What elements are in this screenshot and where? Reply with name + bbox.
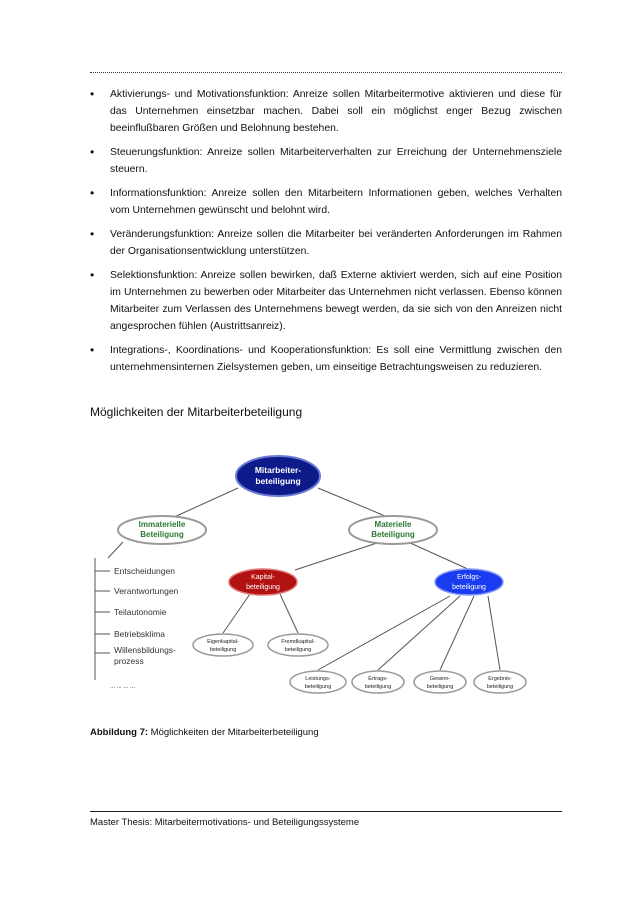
list-item bbox=[90, 185, 562, 219]
item-ellipsis: ... ... ... ... bbox=[110, 684, 136, 690]
debt-label-2: beteiligung bbox=[284, 647, 312, 653]
result-label-2: beteiligung bbox=[486, 684, 514, 690]
profit-label-2: beteiligung bbox=[426, 684, 454, 690]
yield-label-2: beteiligung bbox=[364, 684, 392, 690]
capital-label-1: Kapital- bbox=[251, 574, 275, 581]
item-verantwortungen: Verantwortungen bbox=[114, 586, 179, 596]
incentive-functions-list bbox=[90, 86, 562, 383]
equity-label-1: Eigenkapital- bbox=[207, 639, 239, 645]
immaterial-label-2: Beteiligung bbox=[140, 530, 184, 539]
list-item-text: Informationsfunktion: Anreize sollen den Mitarbeitern Informationen geben, welches Verhalten vom Unternehmen gewünscht und belohnt wird. bbox=[110, 188, 562, 216]
bullet-icon: • bbox=[90, 186, 95, 200]
bullet-icon: • bbox=[90, 227, 95, 241]
yield-label-1: Ertrags- bbox=[368, 676, 388, 682]
bullet-icon: • bbox=[90, 87, 95, 101]
profit-label-1: Gewinn- bbox=[429, 676, 451, 682]
debt-node bbox=[268, 634, 328, 656]
item-teilautonomie: Teilautonomie bbox=[114, 607, 167, 617]
success-label-1: Erfolgs- bbox=[456, 574, 482, 581]
bullet-icon: • bbox=[90, 268, 95, 282]
list-item bbox=[90, 267, 562, 335]
item-betriebsklima: Betriebsklima bbox=[114, 629, 166, 639]
yield-node bbox=[352, 671, 404, 693]
capital-node bbox=[229, 569, 297, 595]
figure-caption bbox=[90, 727, 319, 738]
material-label-1: Materielle bbox=[374, 520, 412, 529]
equity-node bbox=[193, 634, 253, 656]
bullet-icon: • bbox=[90, 145, 95, 159]
immaterial-items bbox=[110, 566, 179, 690]
immaterial-ticks bbox=[95, 571, 110, 653]
performance-label-1: Leistungs- bbox=[305, 676, 331, 682]
list-item bbox=[90, 342, 562, 376]
root-node bbox=[236, 456, 320, 496]
item-willensbildungs: Willensbildungs- bbox=[114, 645, 176, 655]
immaterial-node bbox=[118, 516, 206, 544]
item-entscheidungen: Entscheidungen bbox=[114, 566, 175, 576]
performance-node bbox=[290, 671, 346, 693]
caption-text: Möglichkeiten der Mitarbeiterbeteiligung bbox=[148, 727, 319, 738]
list-item-text: Aktivierungs- und Motivationsfunktion: Anreize sollen Mitarbeitermotive aktivieren und diese für das Unternehmen einsetzbar machen. Dabei soll ein möglichst enger Bezug zwischen beeinflußbaren Größen und Belohnung bestehen. bbox=[110, 89, 562, 134]
page-footer: Master Thesis: Mitarbeitermotivations- und Beteiligungssysteme bbox=[90, 817, 360, 828]
bullet-icon: • bbox=[90, 343, 95, 357]
section-heading: Möglichkeiten der Mitarbeiterbeteiligung bbox=[90, 405, 303, 419]
participation-diagram bbox=[90, 448, 570, 698]
immaterial-label-1: Immaterielle bbox=[138, 520, 186, 529]
equity-label-2: beteiligung bbox=[209, 647, 237, 653]
caption-label: Abbildung 7: bbox=[90, 727, 149, 738]
list-item-text: Steuerungsfunktion: Anreize sollen Mitarbeiterverhalten zur Erreichung der Unternehmensziele steuern. bbox=[110, 147, 562, 175]
material-label-2: Beteiligung bbox=[371, 530, 415, 539]
list-item-text: Integrations-, Koordinations- und Kooperationsfunktion: Es soll eine Vermittlung zwischen den unternehmensinternen Zielsystemen geben, um einseitige Betrachtungsweisen zu reduzieren. bbox=[110, 345, 562, 373]
material-node bbox=[349, 516, 437, 544]
performance-label-2: beteiligung bbox=[304, 684, 332, 690]
success-label-2: beteiligung bbox=[452, 584, 486, 591]
capital-label-2: beteiligung bbox=[246, 584, 280, 591]
list-item-text: Veränderungsfunktion: Anreize sollen die Mitarbeiter bei veränderten Anforderungen im Rahmen der Organisationsentwicklung unterstützen. bbox=[110, 229, 562, 257]
footer-divider bbox=[90, 811, 562, 812]
list-item bbox=[90, 86, 562, 137]
list-item-text: Selektionsfunktion: Anreize sollen bewirken, daß Externe aktiviert werden, sich auf eine Position im Unternehmen zu bewerben oder Mitarbeiter das Unternehmen nicht verlassen. Ebenso können Mitarbeiter zum Verlassen des Unternehmens bewegt werden, da sie sich von den Anreizen nicht angesprochen fühlen (Austrittsanreiz). bbox=[110, 270, 562, 332]
success-node bbox=[435, 569, 503, 595]
list-item bbox=[90, 226, 562, 260]
list-item bbox=[90, 144, 562, 178]
item-prozess: prozess bbox=[114, 656, 144, 666]
debt-label-1: Fremdkapital- bbox=[281, 639, 315, 645]
diagram-svg bbox=[90, 448, 570, 698]
result-node bbox=[474, 671, 526, 693]
result-label-1: Ergebnis- bbox=[488, 676, 512, 682]
root-label-1: Mitarbeiter- bbox=[254, 465, 302, 475]
profit-node bbox=[414, 671, 466, 693]
root-label-2: beteiligung bbox=[255, 476, 301, 486]
top-dotted-divider bbox=[90, 72, 562, 73]
